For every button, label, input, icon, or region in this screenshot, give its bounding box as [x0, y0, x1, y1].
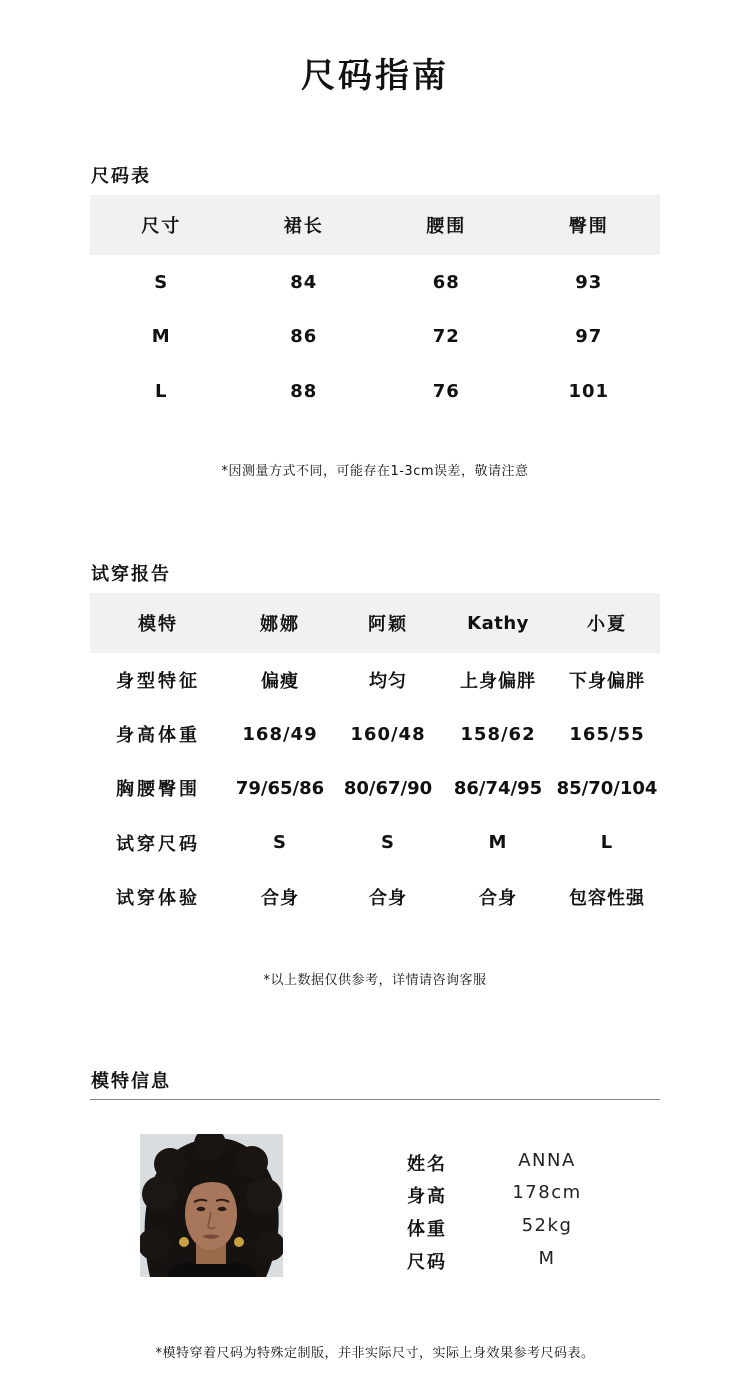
table-cell: S [273, 832, 287, 854]
table-cell: 合身 [261, 887, 299, 909]
try-on-heading: 试穿报告 [91, 564, 171, 585]
model-photo [140, 1134, 283, 1277]
table-cell: M [488, 832, 508, 854]
table-cell: L [155, 380, 168, 402]
table-cell: 偏瘦 [261, 671, 299, 693]
table-row [90, 255, 660, 310]
model-name-label: 姓名 [407, 1154, 447, 1175]
table-cell: 均匀 [369, 671, 407, 693]
table-cell: L [600, 832, 614, 854]
table-cell: 上身偏胖 [460, 671, 536, 693]
row-header: 身高体重 [116, 725, 200, 747]
size-chart-col-size: 尺寸 [90, 195, 233, 255]
try-on-col-model-1: 娜娜 [226, 593, 334, 653]
size-chart-table [90, 195, 660, 419]
table-cell: 下身偏胖 [569, 671, 645, 693]
size-chart-col-hip: 臀围 [518, 195, 661, 255]
try-on-table [90, 593, 660, 924]
table-cell: 93 [575, 271, 603, 293]
row-header: 身型特征 [116, 671, 200, 693]
model-height-value: 178cm [512, 1182, 582, 1203]
size-chart-heading: 尺码表 [91, 166, 151, 187]
table-cell: M [151, 326, 171, 348]
table-cell: 72 [432, 326, 460, 348]
table-cell: 158/62 [460, 723, 536, 745]
try-on-col-model-2: 阿颖 [334, 593, 442, 653]
try-on-note: *以上数据仅供参考，详情请咨询客服 [263, 973, 487, 988]
table-cell: 86 [290, 326, 318, 348]
table-cell: S [381, 832, 395, 854]
model-info-note: *模特穿着尺码为特殊定制版，并非实际尺寸，实际上身效果参考尺码表。 [155, 1346, 595, 1361]
model-height-row [407, 1182, 607, 1214]
table-cell: 68 [432, 271, 460, 293]
page-title: 尺码指南 [301, 56, 449, 96]
model-size-row [407, 1248, 607, 1280]
table-row [90, 761, 660, 815]
table-cell: 85/70/104 [556, 777, 658, 799]
model-name-row [407, 1150, 607, 1182]
table-cell: 76 [432, 380, 460, 402]
table-row [90, 364, 660, 419]
table-row [90, 310, 660, 365]
table-row [90, 653, 660, 707]
table-cell: 168/49 [242, 723, 318, 745]
table-cell: 80/67/90 [343, 777, 433, 799]
table-cell: 合身 [479, 887, 517, 909]
size-chart-col-waist: 腰围 [375, 195, 518, 255]
table-cell: S [154, 271, 169, 293]
model-weight-row [407, 1215, 607, 1247]
model-height-label: 身高 [407, 1186, 447, 1207]
section-divider [90, 1099, 660, 1100]
table-cell: 101 [568, 380, 610, 402]
table-row [90, 816, 660, 870]
try-on-col-model-4: 小夏 [554, 593, 660, 653]
table-cell: 包容性强 [569, 887, 645, 909]
table-cell: 合身 [369, 887, 407, 909]
model-size-label: 尺码 [407, 1252, 447, 1273]
table-cell: 86/74/95 [453, 777, 543, 799]
model-name-value: ANNA [518, 1150, 576, 1171]
model-size-value: M [538, 1248, 556, 1269]
size-chart-header-row [90, 195, 660, 255]
model-weight-label: 体重 [407, 1219, 447, 1240]
table-row [90, 707, 660, 761]
size-chart-note: *因测量方式不同，可能存在1-3cm误差，敬请注意 [221, 464, 529, 479]
try-on-col-model-3: Kathy [442, 593, 554, 653]
table-cell: 79/65/86 [235, 777, 325, 799]
table-cell: 160/48 [350, 723, 426, 745]
row-header: 试穿尺码 [116, 833, 200, 855]
try-on-header-row [90, 593, 660, 653]
row-header: 胸腰臀围 [116, 779, 200, 801]
try-on-col-model: 模特 [90, 593, 226, 653]
table-row [90, 870, 660, 924]
table-cell: 165/55 [569, 723, 645, 745]
table-cell: 88 [290, 380, 318, 402]
table-cell: 84 [290, 271, 318, 293]
model-info-heading: 模特信息 [91, 1071, 171, 1092]
row-header: 试穿体验 [116, 887, 200, 909]
size-chart-col-length: 裙长 [233, 195, 376, 255]
model-weight-value: 52kg [521, 1215, 573, 1236]
table-cell: 97 [575, 326, 603, 348]
